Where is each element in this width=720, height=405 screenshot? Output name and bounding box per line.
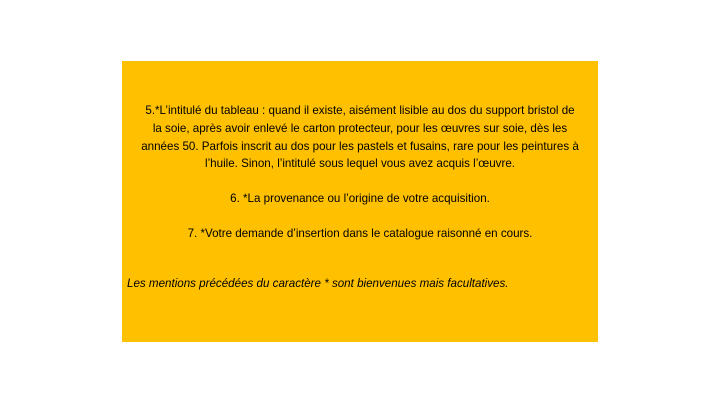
item-5-line-1: 5.*L’intitulé du tableau : quand il existe, aisément lisible au dos du support bristol de — [145, 104, 575, 117]
item-5-line-4: l’huile. Sinon, l’intitulé sous lequel vous avez acquis l’œuvre. — [205, 157, 515, 170]
item-6: 6. *La provenance ou l’origine de votre acquisition. — [230, 192, 490, 205]
info-box — [122, 61, 598, 342]
item-5-line-2: la soie, après avoir enlevé le carton protecteur, pour les œuvres sur soie, dès les — [152, 122, 568, 135]
optional-note: Les mentions précédées du caractère * sont bienvenues mais facultatives. — [127, 277, 509, 290]
item-7: 7. *Votre demande d’insertion dans le catalogue raisonné en cours. — [187, 227, 533, 240]
item-5-line-3: années 50. Parfois inscrit au dos pour les pastels et fusains, rare pour les peintures à — [141, 140, 579, 153]
